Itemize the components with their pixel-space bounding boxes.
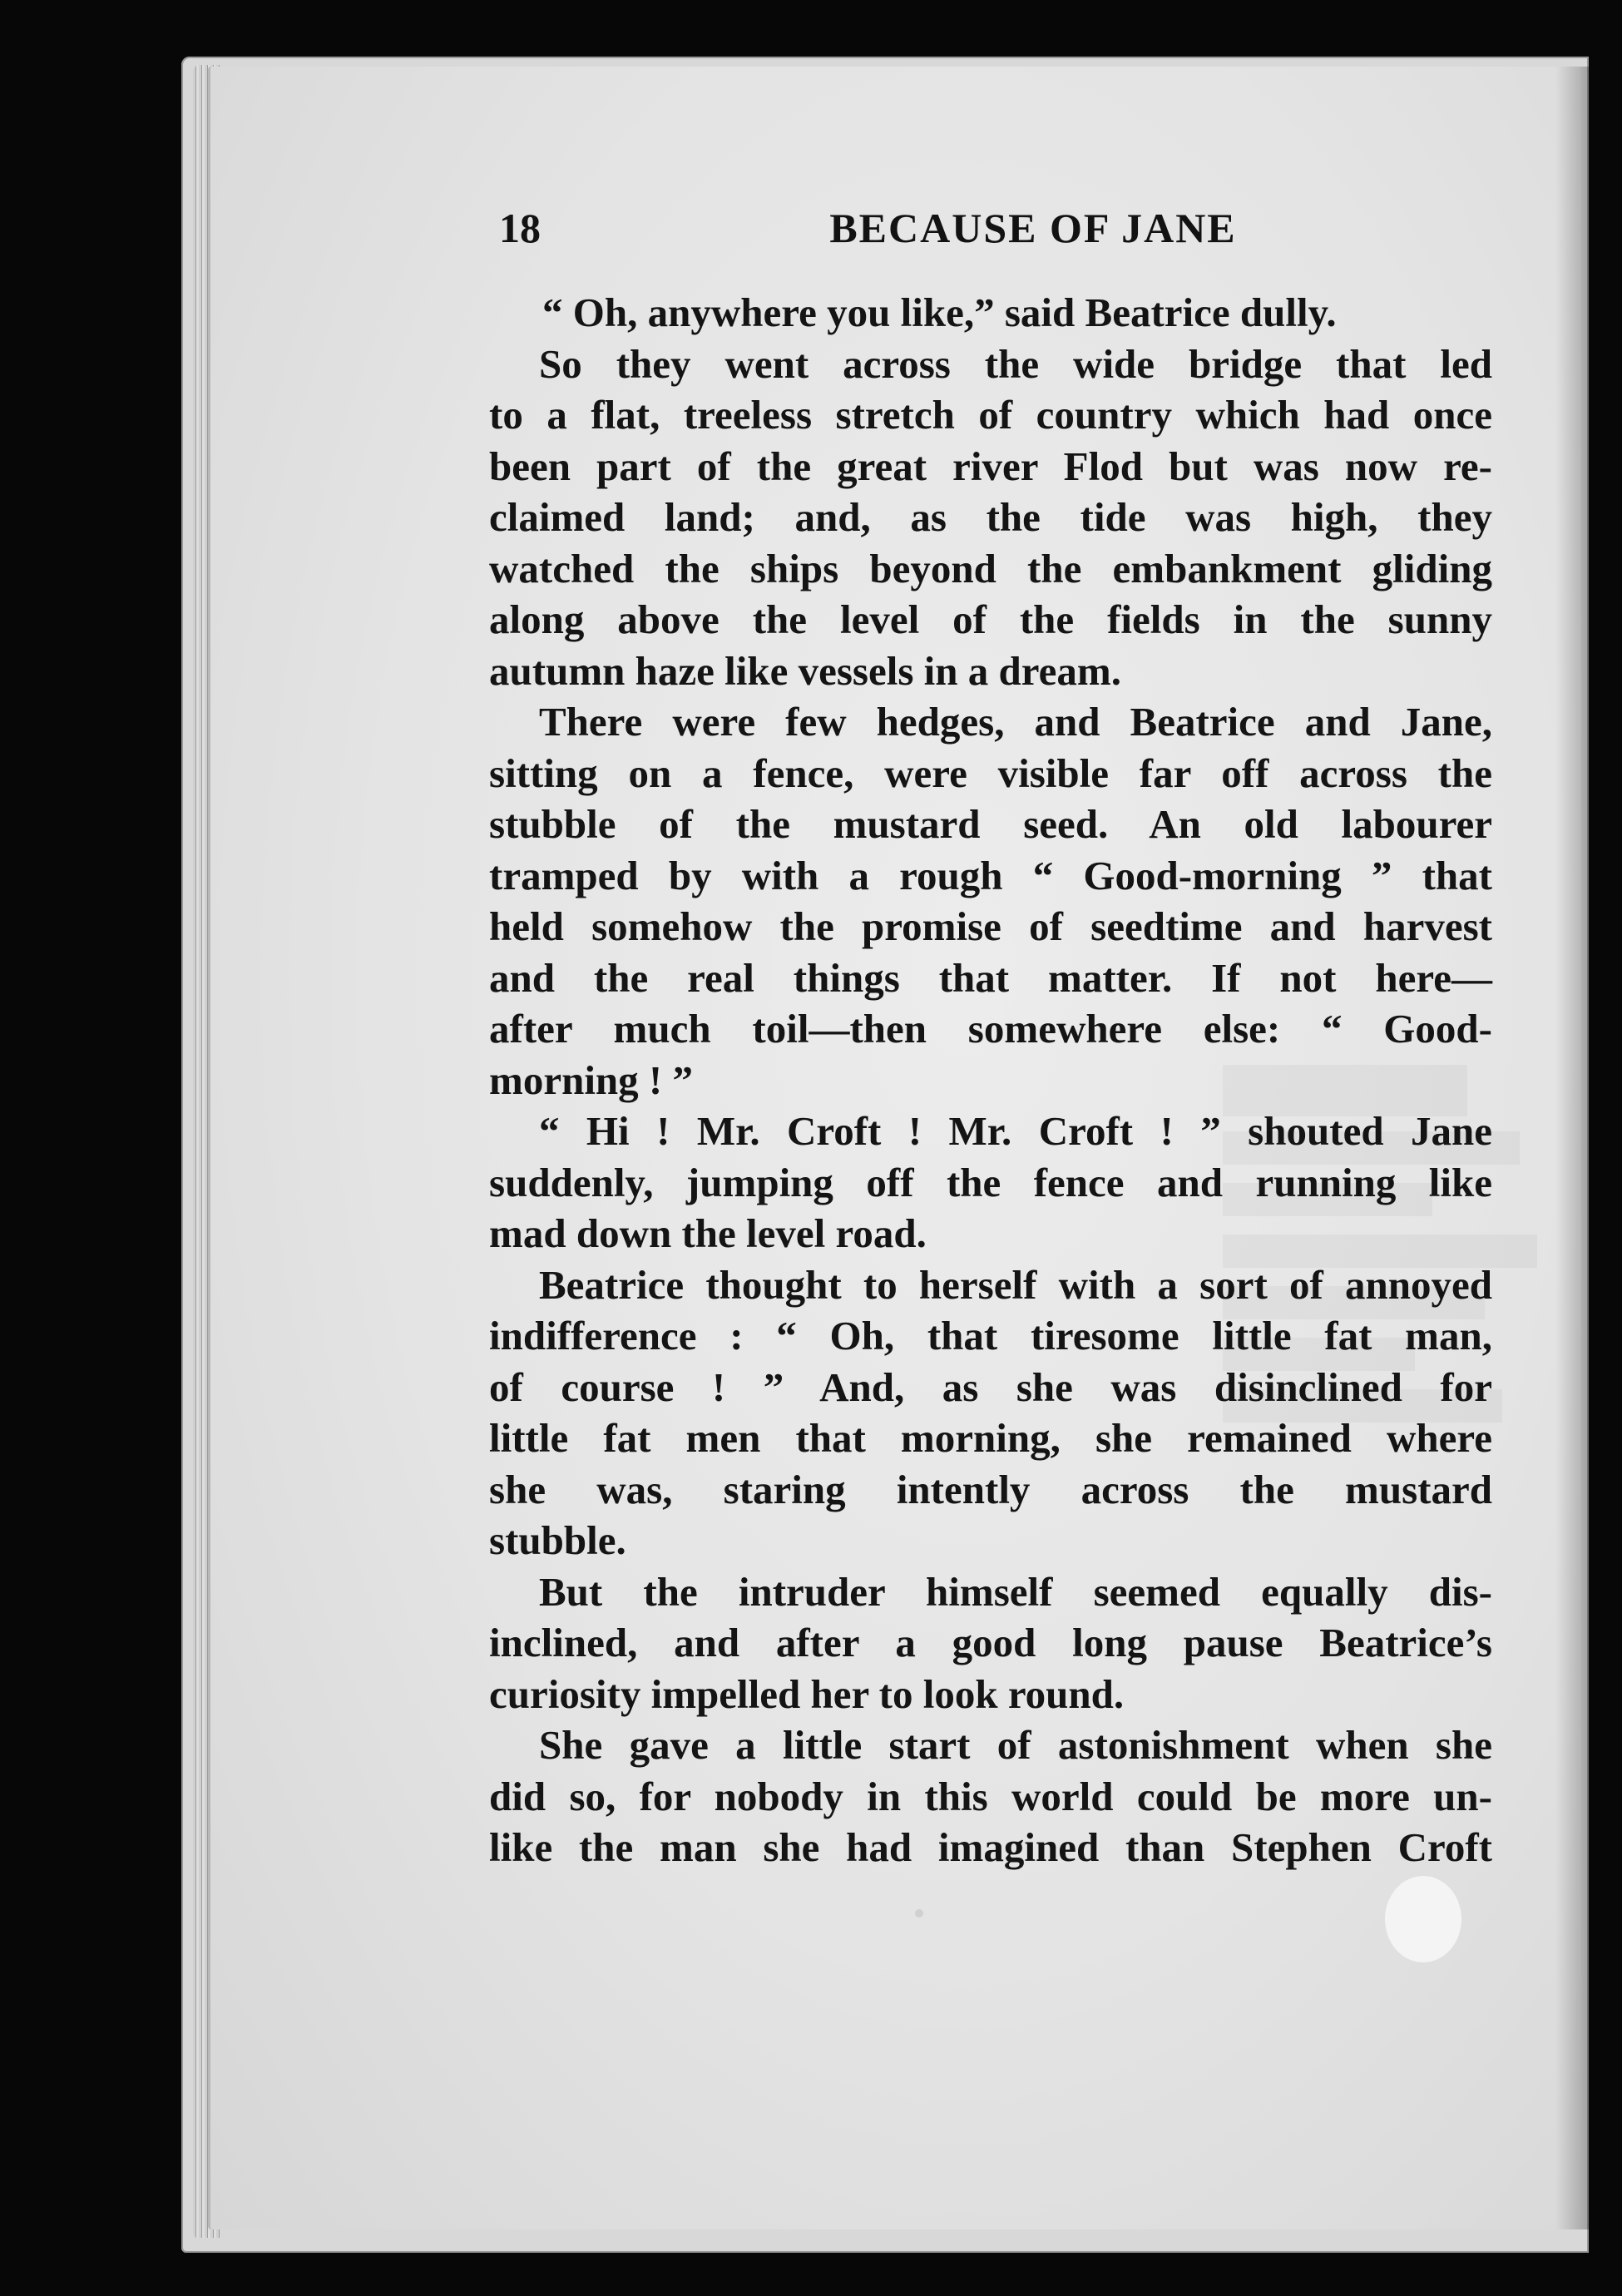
text-line: “ Oh, anywhere you like,” said Beatrice dully.	[542, 289, 1337, 335]
text-line: But the intruder himself seemed equally dis-	[539, 1568, 1492, 1615]
paper-blemish	[915, 1909, 923, 1917]
paper-blemish	[1385, 1876, 1461, 1962]
text-line: indifference : “ Oh, that tiresome little fat man,	[489, 1313, 1492, 1358]
running-head	[499, 195, 1509, 261]
text-line: of course ! ” And, as she was disinclined for	[489, 1363, 1492, 1410]
text-line: suddenly, jumping off the fence and running like	[489, 1159, 1492, 1205]
text-line: did so, for nobody in this world could be more un-	[489, 1773, 1492, 1819]
text-line: So they went across the wide bridge that led	[539, 340, 1492, 387]
text-line: watched the ships beyond the embankment gliding	[489, 545, 1492, 591]
text-line: to a flat, treeless stretch of country which had once	[489, 392, 1492, 438]
text-line: autumn haze like vessels in a dream.	[489, 647, 1121, 694]
text-line: like the man she had imagined than Stephen Croft	[489, 1824, 1492, 1870]
text-line: after much toil—then somewhere else: “ Good-	[489, 1006, 1492, 1052]
text-line: along above the level of the fields in the sunny	[489, 596, 1492, 642]
text-line: sitting on a fence, were visible far off across the	[489, 750, 1492, 796]
text-line: little fat men that morning, she remained where	[489, 1415, 1492, 1461]
text-line: claimed land; and, as the tide was high, they	[489, 494, 1492, 540]
text-line: been part of the great river Flod but was now re-	[489, 443, 1492, 489]
text-line: morning ! ”	[489, 1056, 693, 1103]
text-line: Beatrice thought to herself with a sort of annoyed	[539, 1261, 1492, 1308]
text-line: “ Hi ! Mr. Croft ! Mr. Croft ! ” shouted Jane	[539, 1108, 1492, 1154]
running-title: BECAUSE OF JANE	[829, 205, 1237, 251]
gutter-shadow	[1555, 67, 1589, 2229]
text-line: held somehow the promise of seedtime and harvest	[489, 903, 1492, 949]
text-line: she was, staring intently across the mustard	[489, 1466, 1492, 1512]
text-line: and the real things that matter. If not here—	[489, 954, 1492, 1001]
text-line: stubble.	[489, 1517, 626, 1563]
text-line: stubble of the mustard seed. An old labourer	[489, 801, 1492, 847]
body-text	[489, 287, 1492, 1873]
text-line: mad down the level road.	[489, 1210, 927, 1256]
text-line: tramped by with a rough “ Good-morning ” that	[489, 852, 1492, 898]
text-line: inclined, and after a good long pause Beatrice’s	[489, 1620, 1492, 1665]
text-line: curiosity impelled her to look round.	[489, 1670, 1125, 1717]
text-line: She gave a little start of astonishment when she	[539, 1722, 1492, 1768]
page-number: 18	[499, 205, 541, 251]
text-line: There were few hedges, and Beatrice and Jane,	[539, 699, 1492, 745]
